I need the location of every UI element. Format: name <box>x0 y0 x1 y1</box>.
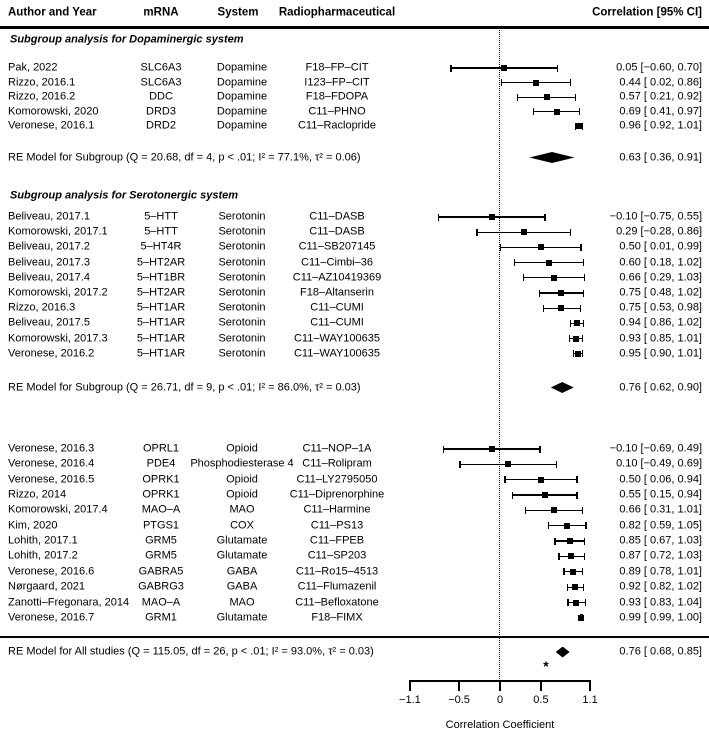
study-radiopharmaceutical: C11–NOP–1A <box>302 442 372 455</box>
x-axis-tick <box>540 680 542 691</box>
estimate-label: 0.82 [ 0.59, 1.05] <box>619 519 702 532</box>
study-radiopharmaceutical: C11–SB207145 <box>298 240 376 253</box>
ci-cap-low <box>533 108 534 115</box>
study-system: Dopamine <box>216 61 268 74</box>
x-axis-tick <box>409 680 411 691</box>
study-mrna: 5–HT1AR <box>136 301 186 314</box>
estimate-label: 0.44 [ 0.02, 0.86] <box>619 76 702 89</box>
study-radiopharmaceutical: C11–CUMI <box>310 301 364 314</box>
point-estimate-marker <box>533 80 539 86</box>
study-system: Serotonin <box>218 316 266 329</box>
ci-cap-high <box>583 290 584 297</box>
column-header-author: Author and Year <box>8 6 97 19</box>
study-system: Opioid <box>226 473 258 486</box>
point-estimate-marker <box>551 275 557 281</box>
study-system: Serotonin <box>218 347 266 360</box>
point-estimate-marker <box>544 94 550 100</box>
ci-cap-low <box>548 522 549 529</box>
estimate-label: 0.55 [ 0.15, 0.94] <box>619 488 702 501</box>
re-model-label: RE Model for Subgroup (Q = 26.71, df = 9, p < .01; I² = 86.0%, τ² = 0.03) <box>8 381 361 393</box>
x-axis-tick <box>499 680 501 691</box>
study-radiopharmaceutical: C11–DASB <box>309 225 365 238</box>
study-system: Dopamine <box>216 90 268 103</box>
study-author: Kim, 2020 <box>8 519 58 532</box>
study-system: MAO <box>229 503 255 516</box>
study-radiopharmaceutical: C11–Befloxatone <box>295 596 379 608</box>
estimate-label: 0.66 [ 0.29, 1.03] <box>619 271 702 284</box>
ci-cap-low <box>443 446 444 453</box>
estimate-label: 0.10 [−0.49, 0.69] <box>616 457 702 470</box>
summary-diamond <box>556 647 570 658</box>
study-radiopharmaceutical: C11–WAY100635 <box>293 332 381 345</box>
ci-cap-high <box>584 553 585 560</box>
study-mrna: 5–HT4R <box>140 240 182 253</box>
study-system: Serotonin <box>218 225 266 238</box>
re-model-label: RE Model for Subgroup (Q = 20.68, df = 4, p < .01; I² = 77.1%, τ² = 0.06) <box>8 151 361 163</box>
x-axis-tick-label: −1.1 <box>399 694 421 706</box>
ci-cap-low <box>525 507 526 514</box>
point-estimate-marker <box>538 477 544 483</box>
ci-cap-high <box>582 507 583 514</box>
ci-cap-low <box>476 229 477 236</box>
study-system: GABA <box>226 565 258 578</box>
ci-cap-high <box>544 214 545 221</box>
study-mrna: OPRK1 <box>142 473 180 486</box>
point-estimate-marker <box>501 65 507 71</box>
study-radiopharmaceutical: C11–DASB <box>309 210 365 223</box>
study-system: Dopamine <box>216 119 268 132</box>
study-radiopharmaceutical: C11–PHNO <box>308 105 366 118</box>
ci-cap-high <box>579 108 580 115</box>
ci-cap-high <box>570 79 571 86</box>
estimate-label: 0.66 [ 0.31, 1.01] <box>619 503 702 516</box>
summary-diamond <box>529 152 574 163</box>
ci-cap-high <box>582 568 583 575</box>
ci-cap-high <box>556 461 557 468</box>
overall-divider-line <box>0 636 709 638</box>
summary-estimate-label: 0.63 [ 0.36, 0.91] <box>619 151 702 163</box>
estimate-label: 0.85 [ 0.67, 1.03] <box>619 534 702 547</box>
study-radiopharmaceutical: C11–Cimbi–36 <box>301 256 373 269</box>
header-divider-line <box>0 26 709 29</box>
study-system: Dopamine <box>216 76 268 89</box>
ci-cap-high <box>580 305 581 312</box>
study-mrna: PDE4 <box>146 457 176 470</box>
x-axis-tick <box>458 680 460 691</box>
study-mrna: 5–HTT <box>144 225 178 238</box>
ci-cap-high <box>584 538 585 545</box>
point-estimate-marker <box>564 523 570 529</box>
point-estimate-marker <box>542 492 548 498</box>
ci-cap-low <box>539 290 540 297</box>
ci-cap-high <box>576 476 577 483</box>
study-mrna: 5–HT1BR <box>136 271 186 284</box>
ci-cap-low <box>500 244 501 251</box>
study-author: Veronese, 2016.6 <box>8 565 95 578</box>
point-estimate-marker <box>489 214 495 220</box>
point-estimate-marker <box>551 507 557 513</box>
study-author: Veronese, 2016.3 <box>8 442 95 455</box>
ci-cap-low <box>517 94 518 101</box>
estimate-label: −0.10 [−0.75, 0.55] <box>609 210 702 223</box>
ci-cap-low <box>569 335 570 342</box>
ci-cap-low <box>567 599 568 606</box>
x-axis-tick-label: 0 <box>496 694 504 706</box>
study-mrna: SLC6A3 <box>140 76 182 89</box>
ci-cap-high <box>583 320 584 327</box>
study-radiopharmaceutical: C11–FPEB <box>309 534 365 547</box>
study-mrna: 5–HT1AR <box>136 316 186 329</box>
ci-cap-low <box>514 259 515 266</box>
ci-cap-high <box>583 584 584 591</box>
study-author: Komorowski, 2017.1 <box>8 225 108 238</box>
study-radiopharmaceutical: C11–Raclopride <box>297 119 377 132</box>
study-radiopharmaceutical: C11–LY2795050 <box>296 473 378 486</box>
study-author: Rizzo, 2016.3 <box>8 301 76 314</box>
study-radiopharmaceutical: C11–WAY100635 <box>293 347 381 360</box>
study-author: Komorowski, 2020 <box>8 105 99 118</box>
study-mrna: 5–HTT <box>144 210 178 223</box>
study-author: Beliveau, 2017.5 <box>8 316 90 329</box>
study-mrna: DRD3 <box>146 105 176 118</box>
study-radiopharmaceutical: F18–FP–CIT <box>305 61 369 74</box>
study-mrna: MAO–A <box>141 503 181 516</box>
study-radiopharmaceutical: F18–FDOPA <box>305 90 369 103</box>
study-author: Beliveau, 2017.1 <box>8 210 90 223</box>
ci-cap-low <box>558 553 559 560</box>
ci-cap-low <box>438 214 439 221</box>
study-mrna: 5–HT1AR <box>136 332 186 345</box>
estimate-label: 0.92 [ 0.82, 1.02] <box>619 580 702 593</box>
estimate-label: 0.95 [ 0.90, 1.01] <box>619 347 702 360</box>
study-radiopharmaceutical: C11–Diprenorphine <box>289 488 385 501</box>
x-axis-title: Correlation Coefficient <box>445 719 555 731</box>
study-radiopharmaceutical: I123–FP–CIT <box>304 76 370 89</box>
study-radiopharmaceutical: F18–Altanserin <box>300 286 374 299</box>
study-radiopharmaceutical: C11–Ro15–4513 <box>295 565 379 578</box>
study-system: Serotonin <box>218 301 266 314</box>
subgroup-title: Subgroup analysis for Dopaminergic system <box>10 33 244 46</box>
x-axis-tick-label: 1.1 <box>582 694 598 706</box>
study-mrna: OPRK1 <box>142 488 180 501</box>
study-mrna: GABRG3 <box>138 580 184 593</box>
estimate-label: 0.50 [ 0.01, 0.99] <box>619 240 702 253</box>
ci-cap-low <box>501 79 502 86</box>
study-radiopharmaceutical: C11–AZ10419369 <box>292 271 382 284</box>
study-author: Rizzo, 2016.1 <box>8 76 76 89</box>
ci-cap-high <box>557 65 558 72</box>
ci-cap-low <box>504 476 505 483</box>
study-radiopharmaceutical: C11–Rolipram <box>302 457 372 470</box>
x-axis-tick <box>589 680 591 691</box>
ci-cap-low <box>570 320 571 327</box>
study-author: Nørgaard, 2021 <box>8 580 86 593</box>
x-axis-tick-label: −0.5 <box>448 694 470 706</box>
summary-diamond <box>551 382 574 393</box>
study-system: COX <box>230 519 254 532</box>
column-header-radiopharmaceutical: Radiopharmaceutical <box>278 6 396 19</box>
ci-cap-high <box>582 350 583 357</box>
point-estimate-marker <box>570 569 576 575</box>
estimate-label: 0.94 [ 0.86, 1.02] <box>619 316 702 329</box>
ci-cap-high <box>539 446 540 453</box>
estimate-label: 0.89 [ 0.78, 1.01] <box>619 565 702 578</box>
study-system: Opioid <box>226 442 258 455</box>
subgroup-title: Subgroup analysis for Serotonergic system <box>10 189 239 202</box>
point-estimate-marker <box>505 461 511 467</box>
study-radiopharmaceutical: C11–PS13 <box>310 519 364 532</box>
study-mrna: PTGS1 <box>142 519 180 532</box>
study-system: Glutamate <box>216 534 268 547</box>
study-system: Glutamate <box>216 549 268 562</box>
study-mrna: 5–HT2AR <box>136 286 186 299</box>
column-header-system: System <box>217 6 259 19</box>
ci-cap-high <box>582 123 583 130</box>
point-estimate-marker <box>575 351 581 357</box>
estimate-label: 0.87 [ 0.72, 1.03] <box>619 549 702 562</box>
study-author: Pak, 2022 <box>8 61 58 74</box>
ci-cap-high <box>575 94 576 101</box>
study-system: GABA <box>226 580 258 593</box>
ci-cap-high <box>576 492 577 499</box>
study-author: Rizzo, 2016.2 <box>8 90 76 103</box>
summary-estimate-label: 0.76 [ 0.62, 0.90] <box>619 381 702 393</box>
estimate-label: 0.05 [−0.60, 0.70] <box>616 61 702 74</box>
study-system: Serotonin <box>218 210 266 223</box>
x-axis-tick-label: 0.5 <box>533 694 549 706</box>
estimate-label: 0.57 [ 0.21, 0.92] <box>619 90 702 103</box>
study-system: Serotonin <box>218 332 266 345</box>
study-author: Beliveau, 2017.4 <box>8 271 90 284</box>
re-model-label: RE Model for All studies (Q = 115.05, df = 26, p < .01; I² = 93.0%, τ² = 0.03) <box>8 645 374 658</box>
study-author: Beliveau, 2017.2 <box>8 240 90 253</box>
study-mrna: DRD2 <box>146 119 176 132</box>
study-mrna: GRM1 <box>145 611 177 624</box>
ci-cap-low <box>563 568 564 575</box>
study-mrna: SLC6A3 <box>140 61 182 74</box>
study-author: Veronese, 2016.2 <box>8 347 95 360</box>
study-system: Glutamate <box>216 611 268 624</box>
point-estimate-marker <box>572 584 578 590</box>
estimate-label: 0.99 [ 0.99, 1.00] <box>619 611 702 624</box>
study-author: Veronese, 2016.5 <box>8 473 95 486</box>
ci-cap-high <box>583 259 584 266</box>
estimate-label: 0.29 [−0.28, 0.86] <box>616 225 702 238</box>
point-estimate-marker <box>573 336 579 342</box>
estimate-label: 0.69 [ 0.41, 0.97] <box>619 105 702 118</box>
column-header-mrna: mRNA <box>143 6 179 19</box>
estimate-label: 0.60 [ 0.18, 1.02] <box>619 256 702 269</box>
estimate-label: 0.75 [ 0.53, 0.98] <box>619 301 702 314</box>
study-author: Lohith, 2017.2 <box>8 549 78 562</box>
study-system: Serotonin <box>218 286 266 299</box>
ci-cap-high <box>582 335 583 342</box>
study-author: Veronese, 2016.7 <box>8 611 95 624</box>
estimate-label: 0.93 [ 0.85, 1.01] <box>619 332 702 345</box>
study-mrna: 5–HT2AR <box>136 256 186 269</box>
ci-cap-low <box>567 584 568 591</box>
point-estimate-marker <box>573 600 579 606</box>
ci-cap-low <box>450 65 451 72</box>
study-system: Phosphodiesterase 4 <box>190 457 294 470</box>
point-estimate-marker <box>567 538 573 544</box>
point-estimate-marker <box>554 109 560 115</box>
point-estimate-marker <box>574 320 580 326</box>
point-estimate-marker <box>558 290 564 296</box>
point-estimate-marker <box>521 229 527 235</box>
study-system: Serotonin <box>218 271 266 284</box>
ci-cap-high <box>585 522 586 529</box>
study-radiopharmaceutical: C11–Flumazenil <box>297 580 377 593</box>
point-estimate-marker <box>489 446 495 452</box>
study-author: Lohith, 2017.1 <box>8 534 78 547</box>
estimate-label: 0.50 [ 0.06, 0.94] <box>619 473 702 486</box>
study-author: Veronese, 2016.1 <box>8 119 95 132</box>
ci-cap-high <box>580 244 581 251</box>
ci-cap-high <box>584 274 585 281</box>
point-estimate-marker <box>546 260 552 266</box>
ci-cap-high <box>585 599 586 606</box>
study-author: Komorowski, 2017.4 <box>8 503 108 516</box>
study-author: Veronese, 2016.4 <box>8 457 95 470</box>
study-author: Zanotti–Fregonara, 2014 <box>8 596 130 608</box>
study-radiopharmaceutical: C11–SP203 <box>307 549 367 562</box>
significance-asterisk: * <box>543 658 549 674</box>
ci-cap-low <box>512 492 513 499</box>
ci-cap-low <box>543 305 544 312</box>
estimate-label: 0.75 [ 0.48, 1.02] <box>619 286 702 299</box>
ci-cap-low <box>523 274 524 281</box>
study-system: Serotonin <box>218 256 266 269</box>
study-radiopharmaceutical: C11–CUMI <box>310 316 364 329</box>
study-mrna: DDC <box>149 90 173 103</box>
study-system: Serotonin <box>218 240 266 253</box>
zero-reference-dotted-line <box>499 30 500 681</box>
study-mrna: 5–HT1AR <box>136 347 186 360</box>
column-header-correlation: Correlation [95% CI] <box>592 6 702 19</box>
ci-cap-low <box>554 538 555 545</box>
study-mrna: OPRL1 <box>142 442 180 455</box>
study-system: MAO <box>229 596 255 608</box>
point-estimate-marker <box>568 553 574 559</box>
estimate-label: 0.96 [ 0.92, 1.01] <box>619 119 702 132</box>
study-system: Opioid <box>226 488 258 501</box>
point-estimate-marker <box>578 615 584 621</box>
study-mrna: GRM5 <box>145 534 177 547</box>
point-estimate-marker <box>576 123 582 129</box>
ci-cap-low <box>459 461 460 468</box>
summary-estimate-label: 0.76 [ 0.68, 0.85] <box>619 645 702 658</box>
study-mrna: MAO–A <box>141 596 181 608</box>
study-mrna: GABRA5 <box>138 565 184 578</box>
study-radiopharmaceutical: F18–FIMX <box>311 611 363 624</box>
study-author: Komorowski, 2017.2 <box>8 286 108 299</box>
study-author: Rizzo, 2014 <box>8 488 67 501</box>
ci-cap-high <box>570 229 571 236</box>
study-author: Komorowski, 2017.3 <box>8 332 108 345</box>
study-mrna: GRM5 <box>145 549 177 562</box>
point-estimate-marker <box>538 244 544 250</box>
study-system: Dopamine <box>216 105 268 118</box>
study-author: Beliveau, 2017.3 <box>8 256 90 269</box>
estimate-label: −0.10 [−0.69, 0.49] <box>609 442 702 455</box>
study-radiopharmaceutical: C11–Harmine <box>303 503 371 516</box>
estimate-label: 0.93 [ 0.83, 1.04] <box>619 596 702 608</box>
point-estimate-marker <box>558 305 564 311</box>
